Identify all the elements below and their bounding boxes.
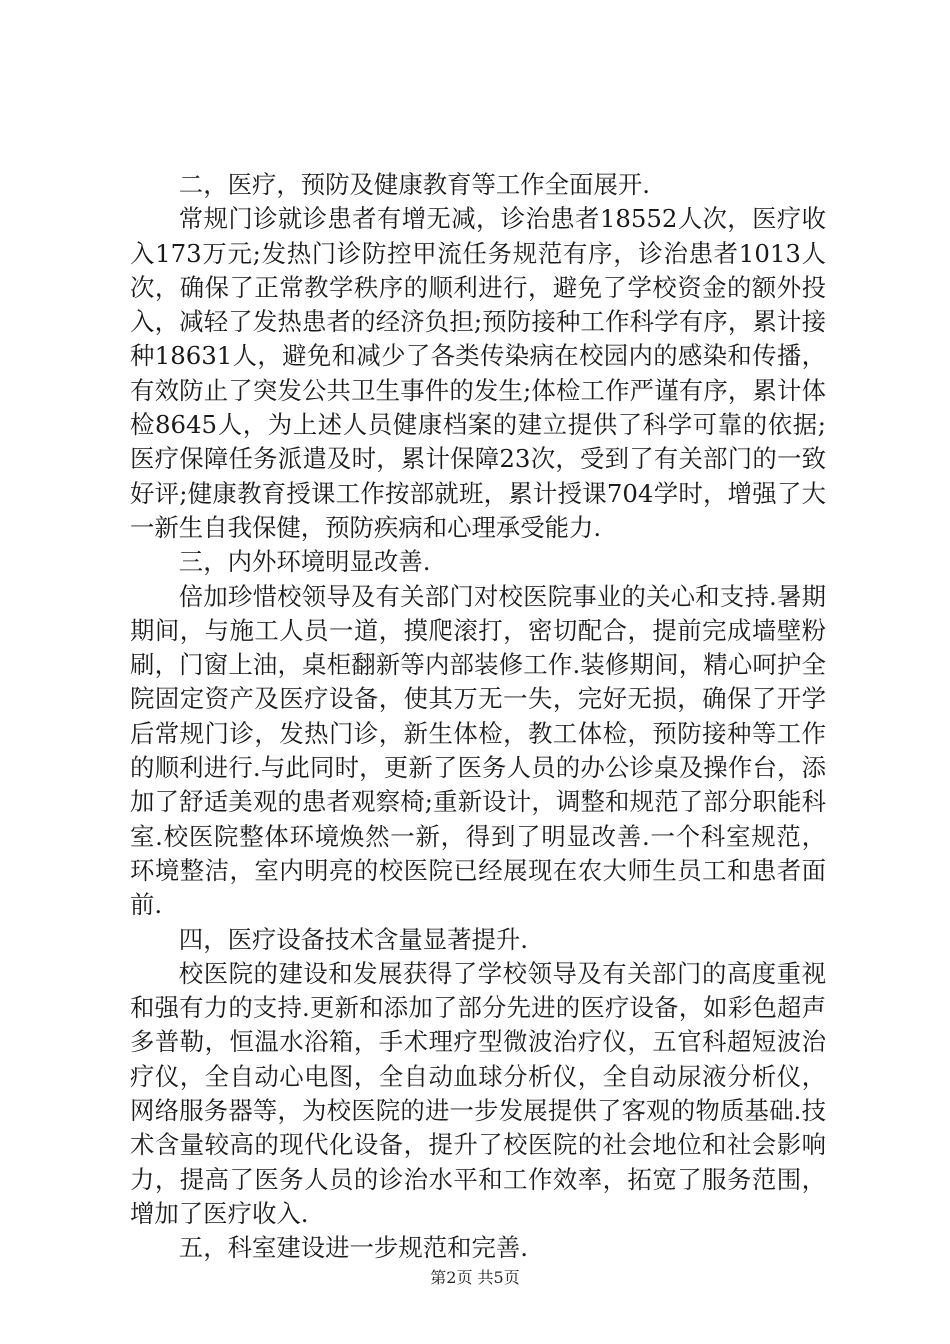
- page-footer: 第2页 共5页: [430, 1268, 520, 1287]
- section-heading-5: 五，科室建设进一步规范和完善.: [178, 1233, 529, 1263]
- body-paragraph: 校医院的建设和发展获得了学校领导及有关部门的高度重视和强有力的支持.更新和添加了部分先进的医疗设备，如彩色超声多普勒，恒温水浴箱，手术理疗型微波治疗仪，五官科超短波治疗仪，全自动心电图，全自动血球分析仪，全自动尿液分析仪，网络服务器等，为校医院的进一步发展提供了客观的物质基础.技术含量较高的现代化设备，提升了校医院的社会地位和社会影响力，提高了医务人员的诊治水平和工作效率，拓宽了服务范围，增加了医疗收入.: [130, 958, 826, 1228]
- body-paragraph: 常规门诊就诊患者有增无减，诊治患者18552人次，医疗收入173万元;发热门诊防控甲流任务规范有序，诊治患者1013人次，确保了正常教学秩序的顺利进行，避免了学校资金的额外投入，减轻了发热患者的经济负担;预防接种工作科学有序，累计接种18631人，避免和减少了各类传染病在校园内的感染和传播，有效防止了突发公共卫生事件的发生;体检工作严谨有序，累计体检8645人，为上述人员健康档案的建立提供了科学可靠的依据;医疗保障任务派遣及时，累计保障23次，受到了有关部门的一致好评;健康教育授课工作按部就班，累计授课704学时，增强了大一新生自我保健，预防疾病和心理承受能力.: [130, 204, 826, 542]
- section-heading-2: 二，医疗，预防及健康教育等工作全面展开.: [178, 170, 650, 199]
- section-heading-3: 三，内外环境明显改善.: [178, 547, 431, 577]
- document-body: [130, 168, 826, 1266]
- section-heading-4: 四，医疗设备技术含量显著提升.: [178, 924, 529, 954]
- body-paragraph: 倍加珍惜校领导及有关部门对校医院事业的关心和支持.暑期期间，与施工人员一道，摸爬滚打，密切配合，提前完成墙壁粉刷，门窗上油，桌柜翻新等内部装修工作.装修期间，精心呵护全院固定资产及医疗设备，使其万无一失，完好无损，确保了开学后常规门诊，发热门诊，新生体检，教工体检，预防接种等工作的顺利进行.与此同时，更新了医务人员的办公诊桌及操作台，添加了舒适美观的患者观察椅;重新设计，调整和规范了部分职能科室.校医院整体环境焕然一新，得到了明显改善.一个科室规范，环境整洁，室内明亮的校医院已经展现在农大师生员工和患者面前.: [130, 581, 826, 920]
